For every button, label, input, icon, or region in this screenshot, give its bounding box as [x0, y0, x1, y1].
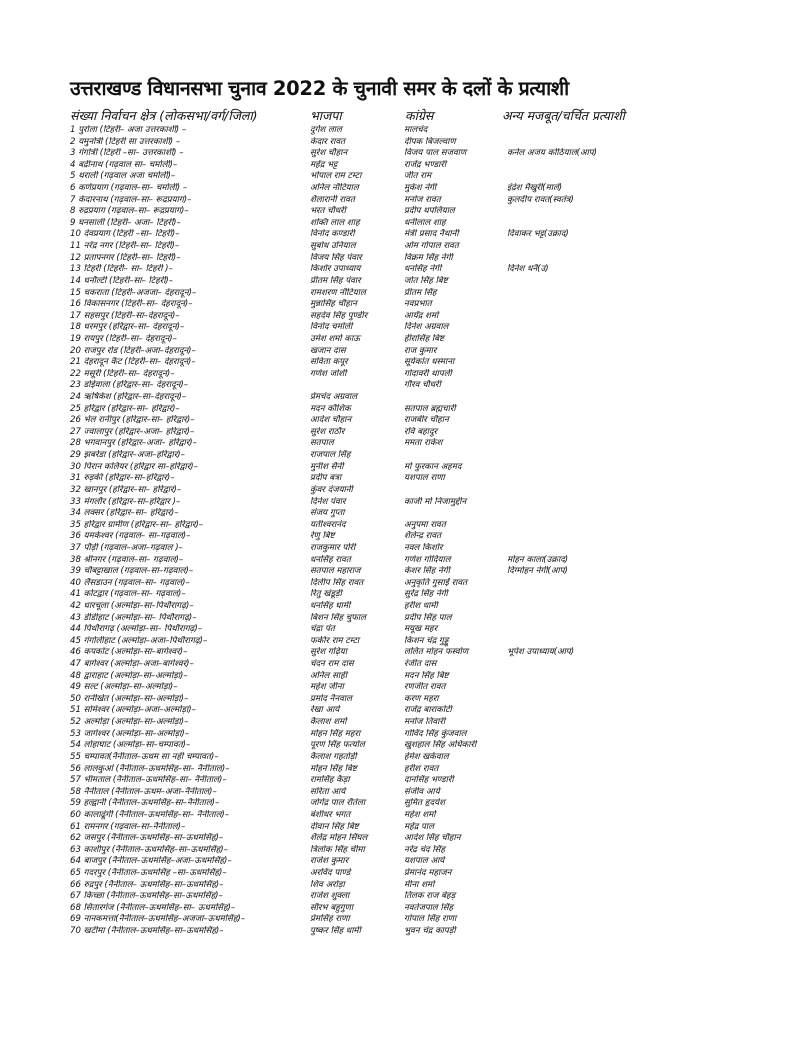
constituency-cell: 36 यमकेश्वर (गढ़वाल– सा–गढ़वाल)–: [70, 531, 191, 542]
congress-candidate-cell: दानसिंह भण्डारी: [404, 775, 454, 786]
congress-candidate-cell: अनुकृति गुसाईं रावत: [404, 577, 468, 588]
bjp-candidate-cell: सौरभ बहुगुणा: [310, 902, 354, 913]
congress-candidate-cell: ललित मोहन फर्स्वाण: [404, 647, 469, 658]
bjp-candidate-cell: महेंद्र भट्ट: [310, 159, 338, 170]
bjp-candidate-cell: अनिल साही: [310, 670, 347, 681]
bjp-candidate-cell: रेखा आर्य: [310, 705, 340, 716]
congress-candidate-cell: जोत सिंह बिष्ट: [404, 275, 448, 286]
bjp-candidate-cell: राजपाल सिंह: [310, 450, 351, 461]
congress-candidate-cell: महेंद्र पाल: [404, 821, 434, 832]
constituency-cell: 3 गंगोत्री (टिहरी –सा– उत्तरकाशी) –: [70, 148, 184, 159]
bjp-candidate-cell: दिनेश पंवार: [310, 496, 346, 507]
other-candidate-cell: दिग्मोहन नेगी(आप): [507, 566, 568, 577]
table-row: [70, 601, 750, 613]
bjp-candidate-cell: रितु खंडूड़ी: [310, 589, 342, 600]
constituency-cell: 12 प्रतापनगर (टिहरी–सा– टिहरी)–: [70, 252, 181, 263]
bjp-candidate-cell: फकीर राम टम्टा: [310, 635, 360, 646]
congress-candidate-cell: रंजीत दास: [404, 659, 437, 670]
congress-candidate-cell: ओम गोपाल रावत: [404, 241, 459, 252]
congress-candidate-cell: काजी मो निजामुद्दीन: [404, 496, 467, 507]
congress-candidate-cell: राज कुमार: [404, 345, 437, 356]
bjp-candidate-cell: मदन कौशिक: [310, 403, 351, 414]
constituency-cell: 50 रानीखेत (अल्मोड़ा–सा–अल्मोड़ा)–: [70, 693, 189, 704]
congress-candidate-cell: प्रीतम सिंह: [404, 287, 437, 298]
constituency-cell: 41 कोटद्वार (गढ़वाल–सा– गढ़वाल)–: [70, 589, 186, 600]
table-row: [70, 740, 750, 752]
congress-candidate-cell: धनीलाल शाह: [404, 217, 446, 228]
constituency-cell: 23 डोईवाला (हरिद्वार–सा– देहरादून)–: [70, 380, 189, 391]
congress-candidate-cell: नवप्रभात: [404, 299, 432, 310]
bjp-candidate-cell: प्रमोद नैनवाल: [310, 693, 352, 704]
table-row: [70, 694, 750, 706]
table-row: [70, 334, 750, 346]
table-row: [70, 787, 750, 799]
table-row: [70, 253, 750, 265]
constituency-cell: 20 राजपुर रोड (टिहरी–अजा–देहरादून)–: [70, 345, 196, 356]
bjp-candidate-cell: उमेश शर्मा काऊ: [310, 333, 360, 344]
table-row: [70, 717, 750, 729]
constituency-cell: 48 द्वाराहाट (अल्मोड़ा–सा–अल्मोड़ा)–: [70, 670, 188, 681]
bjp-candidate-cell: मोहन सिंह महरा: [310, 728, 361, 739]
table-row: [70, 229, 750, 241]
table-row: [70, 543, 750, 555]
table-row: [70, 322, 750, 334]
congress-candidate-cell: मयूख महर: [404, 624, 438, 635]
table-row: [70, 775, 750, 787]
bjp-candidate-cell: अनिल नौटियाल: [310, 183, 359, 194]
congress-candidate-cell: प्रदीप थपलियाल: [404, 206, 455, 217]
page-title: उत्तराखण्ड विधानसभा चुनाव 2022 के चुनावी समर के दलों के प्रत्याशी: [70, 77, 569, 100]
header-congress: कांग्रेस: [405, 108, 434, 123]
table-row: [70, 624, 750, 636]
congress-candidate-cell: प्रदीप सिंह पाल: [404, 612, 452, 623]
constituency-cell: 8 रुद्रप्रयाग (गढ़वाल–सा– रूद्रप्रयाग)–: [70, 206, 189, 217]
header-bjp: भाजपा: [310, 108, 342, 123]
constituency-cell: 63 काशीपुर (नैनीताल–ऊधमसिंह–सा–ऊधमसिंह)–: [70, 844, 228, 855]
constituency-cell: 59 हल्द्वानी (नैनीताल–ऊधमसिंह–सा–नैनीताल)–: [70, 798, 220, 809]
congress-candidate-cell: मीना शर्मा: [404, 879, 435, 890]
table-row: [70, 856, 750, 868]
bjp-candidate-cell: शैलारानी रावत: [310, 194, 355, 205]
constituency-cell: 32 खानपुर (हरिद्वार–सा– हरिद्वार)–: [70, 484, 182, 495]
bjp-candidate-cell: विजय सिंह पंवार: [310, 252, 362, 263]
congress-candidate-cell: रणजीत रावत: [404, 682, 446, 693]
bjp-candidate-cell: प्रेमसिंह राणा: [310, 914, 350, 925]
congress-candidate-cell: विजय पाल सजवाण: [404, 148, 467, 159]
table-row: [70, 531, 750, 543]
bjp-candidate-cell: यतीश्वरानंद: [310, 519, 346, 530]
congress-candidate-cell: भुवन चंद्र कापड़ी: [404, 926, 456, 937]
constituency-cell: 38 श्रीनगर (गढ़वाल–सा– गढ़वाल)–: [70, 554, 184, 565]
congress-candidate-cell: सुरेंद्र सिंह नेगी: [404, 589, 448, 600]
constituency-cell: 44 पिथौरागढ़ (अल्मोड़ा–सा– पिथौरागढ़)–: [70, 624, 203, 635]
constituency-cell: 15 चकराता (टिहरी–अजजा– देहरादून)–: [70, 287, 197, 298]
bjp-candidate-cell: सुरेश चौहान: [310, 148, 348, 159]
bjp-candidate-cell: मुनीश सैनी: [310, 461, 344, 472]
bjp-candidate-cell: आदेश चौहान: [310, 415, 352, 426]
constituency-cell: 65 गदरपुर (नैनीताल–ऊधमसिंह –सा–ऊधमसिंह)–: [70, 868, 227, 878]
constituency-cell: 53 जागेश्वर (अल्मोड़ा–सा–अल्मोड़ा)–: [70, 728, 190, 739]
table-row: [70, 555, 750, 567]
constituency-cell: 2 यमुनोत्री (टिहरी सा उत्तरकाशी) –: [70, 136, 181, 147]
congress-candidate-cell: विक्रम सिंह नेगी: [404, 252, 453, 263]
other-candidate-cell: मोहन काला(उक्राद): [507, 554, 569, 565]
table-row: [70, 497, 750, 509]
bjp-candidate-cell: शिव अरोड़ा: [310, 879, 345, 890]
bjp-candidate-cell: दीवान सिंह बिष्ट: [310, 821, 359, 832]
bjp-candidate-cell: संजय गुप्ता: [310, 508, 345, 519]
constituency-cell: 69 नानकमत्ता(नैनीताल–ऊधमसिंह–अजजा–ऊधमसिंह)–: [70, 914, 246, 925]
table-row: [70, 891, 750, 903]
table-row: [70, 914, 750, 926]
bjp-candidate-cell: मोहन सिंह बिष्ट: [310, 763, 357, 774]
constituency-cell: 62 जसपुर (नैनीताल–ऊधमसिंह–सा–ऊधमसिंह)–: [70, 833, 224, 844]
constituency-cell: 27 ज्वालापुर (हरिद्वार–अजा– हरिद्वार)–: [70, 426, 195, 437]
constituency-cell: 34 लक्सर (हरिद्वार–सा– हरिद्वार)–: [70, 508, 179, 519]
bjp-candidate-cell: धनसिंह धामी: [310, 600, 351, 611]
bjp-candidate-cell: सरिता आर्य: [310, 786, 346, 797]
bjp-candidate-cell: कैलाश शर्मा: [310, 717, 347, 728]
table-row: [70, 288, 750, 300]
constituency-cell: 16 विकासनगर (टिहरी–सा– देहरादून)–: [70, 299, 193, 310]
constituency-cell: 51 सोमेश्वर (अल्मोड़ा–अजा–अल्मोड़ा)–: [70, 705, 196, 716]
bjp-candidate-cell: किशोर उपाध्याय: [310, 264, 361, 275]
bjp-candidate-cell: भरत चौधरी: [310, 206, 346, 217]
congress-candidate-cell: शैलेन्द्र रावत: [404, 531, 442, 542]
congress-candidate-cell: गोपाल सिंह राणा: [404, 914, 457, 925]
table-row: [70, 195, 750, 207]
bjp-candidate-cell: सुरेश गढ़िया: [310, 647, 348, 658]
congress-candidate-cell: किशन चंद्र गुड्डू: [404, 635, 449, 646]
table-row: [70, 822, 750, 834]
congress-candidate-cell: हरीश धामी: [404, 600, 438, 611]
table-row: [70, 392, 750, 404]
table-row: [70, 671, 750, 683]
table-row: [70, 903, 750, 915]
table-row: [70, 160, 750, 172]
table-row: [70, 926, 750, 938]
constituency-cell: 42 धारचूला (अल्मोड़ा–सा–पिथौरागढ़)–: [70, 600, 194, 611]
constituency-cell: 45 गंगोलीहाट (अल्मोड़ा–अजा–पिथौरागढ़)–: [70, 635, 208, 646]
bjp-candidate-cell: सुरेश राठौर: [310, 426, 345, 437]
congress-candidate-cell: प्रेमानंद महाजन: [404, 868, 452, 878]
bjp-candidate-cell: दुर्गेश लाल: [310, 125, 342, 135]
constituency-cell: 9 घनसाली (टिहरी– अजा– टिहरी)–: [70, 217, 181, 228]
constituency-cell: 24 ऋषिकेश (हरिद्वार–सा–देहरादून)–: [70, 392, 187, 403]
bjp-candidate-cell: गणेश जोशी: [310, 368, 347, 379]
constituency-cell: 6 कर्णप्रयाग (गढ़वाल–सा– चमोली) –: [70, 183, 188, 194]
constituency-cell: 7 केदारनाथ (गढ़वाल–सा– रूद्रप्रयाग)–: [70, 194, 192, 205]
bjp-candidate-cell: राजेश कुमार: [310, 856, 349, 867]
congress-candidate-cell: केशर सिंह नेगी: [404, 566, 450, 577]
bjp-candidate-cell: कुंवर दंजयानी: [310, 484, 353, 495]
bjp-candidate-cell: अरविंद पाण्डे: [310, 868, 351, 878]
other-candidate-cell: कुलदीप रावत(स्वतंत्र): [507, 194, 574, 205]
table-row: [70, 659, 750, 671]
bjp-candidate-cell: रेणु बिष्ट: [310, 531, 335, 542]
constituency-cell: 37 पौड़ी (गढ़वाल–अजा–गढ़वाल )–: [70, 542, 183, 553]
constituency-cell: 1 पुरोला (टिहरी– अजा उत्तरकाशी) –: [70, 125, 187, 135]
table-row: [70, 810, 750, 822]
bjp-candidate-cell: त्रिलोक सिंह चीमा: [310, 844, 365, 855]
table-row: [70, 380, 750, 392]
congress-candidate-cell: सुमित हृदयेश: [404, 798, 445, 809]
congress-candidate-cell: हीरासिंह बिष्ट: [404, 333, 445, 344]
congress-candidate-cell: संजीव आर्य: [404, 786, 440, 797]
table-row: [70, 729, 750, 741]
table-row: [70, 206, 750, 218]
congress-candidate-cell: मो फुरकान अहमद: [404, 461, 462, 472]
congress-candidate-cell: राजेंद्र भण्डारी: [404, 159, 447, 170]
table-row: [70, 427, 750, 439]
constituency-cell: 56 लालकुआं (नैनीताल–ऊधमसिंह–सा– नैनीताल)–: [70, 763, 230, 774]
table-row: [70, 613, 750, 625]
bjp-candidate-cell: शक्ति लाल शाह: [310, 217, 360, 228]
bjp-candidate-cell: जोगेंद्र पाल रौतेला: [310, 798, 366, 809]
constituency-cell: 13 टिहरी (टिहरी– सा– टिहरी )–: [70, 264, 173, 275]
congress-candidate-cell: नरेंद्र चंद सिंह: [404, 844, 445, 855]
other-candidate-cell: इंद्रेश मैखुरी(माले): [507, 183, 563, 194]
other-candidate-cell: दिवाकर भट्ट(उक्राद): [507, 229, 569, 240]
congress-candidate-cell: गौरव चौधरी: [404, 380, 441, 391]
table-row: [70, 148, 750, 160]
table-row: [70, 357, 750, 369]
constituency-cell: 31 रुड़की (हरिद्वार–सा–हरिद्वार)–: [70, 473, 175, 484]
constituency-cell: 40 लैंसडाउन (गढ़वाल–सा– गढ़वाल)–: [70, 577, 190, 588]
bjp-candidate-cell: बिशन सिंह चुफाल: [310, 612, 366, 623]
congress-candidate-cell: सतपाल ब्रह्मचारी: [404, 403, 456, 414]
table-row: [70, 485, 750, 497]
congress-candidate-cell: दिनेश अग्रवाल: [404, 322, 449, 333]
bjp-candidate-cell: रामशरण नौटियाल: [310, 287, 366, 298]
constituency-cell: 60 कालाढूंगी (नैनीताल–ऊधमसिंह–सा– नैनीताल)–: [70, 809, 230, 820]
bjp-candidate-cell: राजकुमार पोरी: [310, 542, 356, 553]
table-row: [70, 125, 750, 137]
congress-candidate-cell: नवतेजपाल सिंह: [404, 902, 454, 913]
congress-candidate-cell: तिलक राज बेहड़: [404, 891, 456, 902]
table-row: [70, 682, 750, 694]
bjp-candidate-cell: राजेश शुक्ला: [310, 891, 350, 902]
bjp-candidate-cell: दिलीप सिंह रावत: [310, 577, 364, 588]
congress-candidate-cell: जीत राम: [404, 171, 432, 182]
candidate-table: [70, 125, 750, 938]
constituency-cell: 17 सहसपुर (टिहरी–सा–देहरादून)–: [70, 310, 180, 321]
table-row: [70, 705, 750, 717]
constituency-cell: 4 बद्रीनाथ (गढ़वाल सा– चमोली)–: [70, 159, 178, 170]
bjp-candidate-cell: खजान दास: [310, 345, 346, 356]
bjp-candidate-cell: चंदन राम दास: [310, 659, 354, 670]
constituency-cell: 35 हरिद्वार ग्रामीण (हरिद्वार–सा– हरिद्वार)–: [70, 519, 204, 530]
constituency-cell: 28 भगवानपुर (हरिद्वार–अजा– हरिद्वार)–: [70, 438, 197, 449]
bjp-candidate-cell: महेश जीना: [310, 682, 344, 693]
congress-candidate-cell: मनोज रावत: [404, 194, 441, 205]
constituency-cell: 54 लोहाघाट (अल्मोड़ा–सा–चम्पावत)–: [70, 740, 191, 751]
table-row: [70, 578, 750, 590]
constituency-cell: 70 खटीमा (नैनीताल–ऊधमसिंह–सा–ऊधमसिंह)–: [70, 926, 224, 937]
table-row: [70, 798, 750, 810]
bjp-candidate-cell: सतपाल: [310, 438, 334, 449]
congress-candidate-cell: करण महरा: [404, 693, 439, 704]
bjp-candidate-cell: मुन्नासिंह चौहान: [310, 299, 357, 310]
header-constituency: संख्या निर्वाचन क्षेत्र (लोकसभा/वर्ग/जिला): [70, 108, 258, 123]
constituency-cell: 67 किच्छा (नैनीताल–ऊधमसिंह–सा–ऊधमसिंह)–: [70, 891, 223, 902]
constituency-cell: 5 थराली (गढ़वाल अजा चमोली)–: [70, 171, 176, 182]
constituency-cell: 11 नरेंद्र नगर (टिहरी–सा– टिहरी)–: [70, 241, 180, 252]
bjp-candidate-cell: विनोद चमोली: [310, 322, 353, 333]
other-candidate-cell: कर्नल अजय कोठियाल(आप): [507, 148, 598, 159]
table-row: [70, 183, 750, 195]
table-row: [70, 647, 750, 659]
bjp-candidate-cell: प्रीतम सिंह पंवार: [310, 275, 361, 286]
constituency-cell: 57 भीमताल (नैनीताल–ऊधमसिंह–सा– नैनीताल)–: [70, 775, 227, 786]
congress-candidate-cell: दीपक बिजल्वाण: [404, 136, 456, 147]
congress-candidate-cell: आदेश सिंह चौहान: [404, 833, 461, 844]
bjp-candidate-cell: सहदेव सिंह पुण्डीर: [310, 310, 368, 321]
congress-candidate-cell: यशपाल आर्य: [404, 856, 445, 867]
congress-candidate-cell: हेमेश खर्कवाल: [404, 751, 449, 762]
congress-candidate-cell: आर्येंद्र शर्मा: [404, 310, 439, 321]
table-row: [70, 299, 750, 311]
constituency-cell: 64 बाजपुर (नैनीताल–ऊधमसिंह–अजा–ऊधमसिंह)–: [70, 856, 232, 867]
bjp-candidate-cell: प्रेमचंद अग्रवाल: [310, 392, 358, 403]
table-row: [70, 589, 750, 601]
table-row: [70, 462, 750, 474]
table-row: [70, 833, 750, 845]
congress-candidate-cell: यशपाल राणा: [404, 473, 445, 484]
congress-candidate-cell: रवि बहादुर: [404, 426, 438, 437]
congress-candidate-cell: गोदावरी थापली: [404, 368, 452, 379]
bjp-candidate-cell: धनसिंह रावत: [310, 554, 351, 565]
table-row: [70, 438, 750, 450]
bjp-candidate-cell: चंद्रा पंत: [310, 624, 335, 635]
constituency-cell: 68 सितारगंज (नैनीताल–ऊधमसिंह–सा– ऊधमसिंह)–: [70, 902, 236, 913]
bjp-candidate-cell: बंशीधर भगत: [310, 809, 351, 820]
bjp-candidate-cell: शैलेंद्र मोहन सिंघल: [310, 833, 368, 844]
congress-candidate-cell: गणेश गोदियाल: [404, 554, 451, 565]
congress-candidate-cell: मदन सिंह बिष्ट: [404, 670, 449, 681]
table-row: [70, 566, 750, 578]
table-row: [70, 880, 750, 892]
constituency-cell: 19 रायपुर (टिहरी–सा– देहरादून)–: [70, 333, 177, 344]
constituency-cell: 39 चौबट्टाखाल (गढ़वाल–सा–गढ़वाल)–: [70, 566, 194, 577]
congress-candidate-cell: मालचंद: [404, 125, 428, 135]
congress-candidate-cell: खुशहाल सिंह अधिकारी: [404, 740, 477, 751]
constituency-cell: 46 कपकोट (अल्मोड़ा–सा–बागेश्वर)–: [70, 647, 188, 658]
congress-candidate-cell: गोविंद सिंह कुंजवाल: [404, 728, 467, 739]
table-row: [70, 218, 750, 230]
constituency-cell: 33 मंगलौर (हरिद्वार–सा–हरिद्वार )–: [70, 496, 181, 507]
other-candidate-cell: भूपेश उपाध्याय(आप): [507, 647, 575, 658]
constituency-cell: 14 धनौल्टी (टिहरी–सा– टिहरी)–: [70, 275, 174, 286]
table-row: [70, 520, 750, 532]
table-row: [70, 264, 750, 276]
constituency-cell: 43 डीडीहाट (अल्मोड़ा–सा– पिथौरागढ़)–: [70, 612, 197, 623]
bjp-candidate-cell: प्रदीप बत्रा: [310, 473, 342, 484]
table-row: [70, 508, 750, 520]
constituency-cell: 29 झबरेडा (हरिद्वार–अजा–हरिद्वार)–: [70, 450, 185, 461]
congress-candidate-cell: धनसिंह नेगी: [404, 264, 442, 275]
constituency-cell: 49 सल्ट (अल्मोड़ा–सा–अल्मोड़ा)–: [70, 682, 178, 693]
constituency-cell: 58 नैनीताल (नैनीताल–ऊधम–अजा–नैनीताल)–: [70, 786, 217, 797]
constituency-cell: 26 भेल रानीपुर (हरिद्वार–सा– हरिद्वार)–: [70, 415, 195, 426]
constituency-cell: 30 पिरान कलियर (हरिद्वार सा–हरिद्वार)–: [70, 461, 198, 472]
congress-candidate-cell: मंत्री प्रसाद नैथानी: [404, 229, 459, 240]
bjp-candidate-cell: केदार रावत: [310, 136, 346, 147]
constituency-cell: 47 बागेश्वर (अल्मोड़ा–अजा–बागेश्वर)–: [70, 659, 194, 670]
constituency-cell: 10 देवप्रयाग (टिहरी –सा– टिहरी)–: [70, 229, 180, 240]
congress-candidate-cell: अनुपमा रावत: [404, 519, 446, 530]
table-row: [70, 369, 750, 381]
table-row: [70, 276, 750, 288]
constituency-cell: 18 धरमपुर (हरिद्वार–सा– देहरादून)–: [70, 322, 185, 333]
congress-candidate-cell: नवल किशोर: [404, 542, 443, 553]
bjp-candidate-cell: पूरण सिंह फर्त्याल: [310, 740, 365, 751]
congress-candidate-cell: राजेंद्र बाराकोटी: [404, 705, 452, 716]
table-row: [70, 845, 750, 857]
constituency-cell: 25 हरिद्वार (हरिद्वार–सा– हरिद्वार)–: [70, 403, 180, 414]
constituency-cell: 22 मसूरी (टिहरी–सा– देहरादून)–: [70, 368, 175, 379]
congress-candidate-cell: मुकेश नेगी: [404, 183, 437, 194]
congress-candidate-cell: राजबीर चौहान: [404, 415, 449, 426]
constituency-cell: 21 देहरादून कैंट (टिहरी–सा– देहरादून)–: [70, 357, 196, 368]
congress-candidate-cell: ममता राकेश: [404, 438, 443, 449]
table-row: [70, 415, 750, 427]
table-row: [70, 171, 750, 183]
congress-candidate-cell: मनोज तिवारी: [404, 717, 446, 728]
other-candidate-cell: दिनेश धनै(उ): [507, 264, 549, 275]
bjp-candidate-cell: रामसिंह कैड़ा: [310, 775, 350, 786]
table-row: [70, 404, 750, 416]
constituency-cell: 55 चम्पावत(नैनीताल–ऊधम सा नही चम्पावत)–: [70, 751, 219, 762]
bjp-candidate-cell: विनोद कण्डारी: [310, 229, 355, 240]
table-row: [70, 450, 750, 462]
bjp-candidate-cell: कैलाश गहतोड़ी: [310, 751, 357, 762]
table-row: [70, 473, 750, 485]
table-row: [70, 346, 750, 358]
table-row: [70, 636, 750, 648]
table-row: [70, 311, 750, 323]
bjp-candidate-cell: सतपाल महाराज: [310, 566, 361, 577]
congress-candidate-cell: हरीश रावत: [404, 763, 439, 774]
table-row: [70, 868, 750, 880]
table-row: [70, 241, 750, 253]
bjp-candidate-cell: सुबोध उनियाल: [310, 241, 356, 252]
header-others: अन्य मजबूत/चर्चित प्रत्याशी: [502, 108, 625, 123]
constituency-cell: 52 अल्मोड़ा (अल्मोड़ा–सा–अल्मोड़ा)–: [70, 717, 189, 728]
bjp-candidate-cell: सविता कपूर: [310, 357, 348, 368]
constituency-cell: 61 रामनगर (गढ़वाल–सा–नैनीताल)–: [70, 821, 186, 832]
bjp-candidate-cell: पुष्कर सिंह धामी: [310, 926, 361, 937]
congress-candidate-cell: सूर्यकांत धस्माना: [404, 357, 455, 368]
congress-candidate-cell: महेश शर्मा: [404, 809, 436, 820]
constituency-cell: 66 रुद्रपुर (नैनीताल– ऊधमसिंह–सा–ऊधमसिंह)–: [70, 879, 224, 890]
table-row: [70, 137, 750, 149]
table-row: [70, 764, 750, 776]
table-row: [70, 752, 750, 764]
bjp-candidate-cell: भोपाल राम टम्टा: [310, 171, 362, 182]
